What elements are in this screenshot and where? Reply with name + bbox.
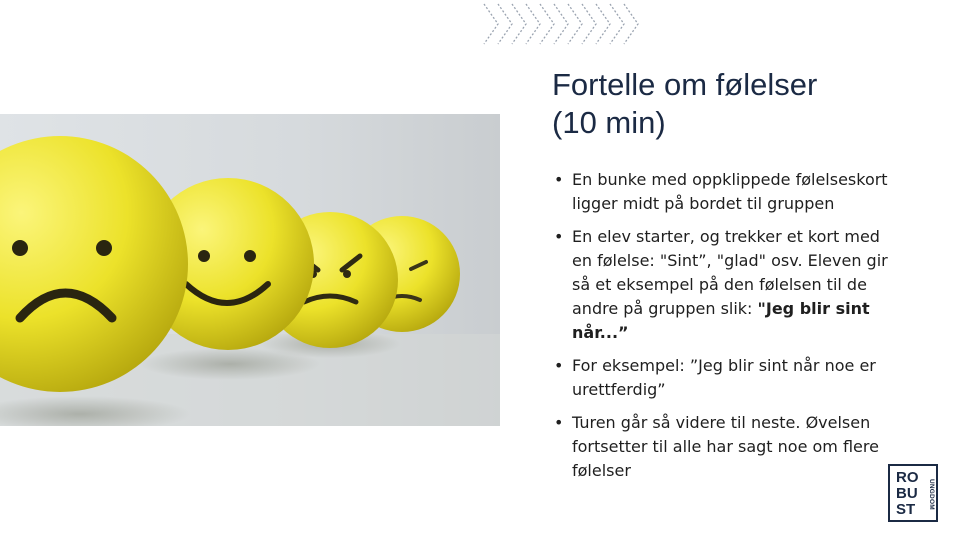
bullet-item [554,225,904,345]
emoji-balls-photo [0,114,500,426]
bullet-text: Turen går så videre til neste. Øvelsen fortsetter til alle har sagt noe om flere følelser [572,413,879,480]
bullet-item [554,168,904,216]
robust-logo [888,464,938,522]
bullet-emphasis: "Jeg blir sint når...” [572,299,870,342]
title-line-1: Fortelle om følelser [552,67,818,102]
logo-line-2: BU [896,485,918,502]
bullet-text: En elev starter, og trekker et kort med en følelse: "Sint”, "glad" osv. Eleven gir så et eksempel på den følelsen til de andre på gruppen slik: [572,227,888,318]
bullet-dot: • [554,170,564,189]
logo-line-1: RO [896,469,919,486]
bullet-dot: • [554,413,564,432]
bullet-dot: • [554,227,564,246]
logo-side-text: UNGDOM [928,478,935,510]
slide-title [552,66,932,142]
logo-line-3: ST [896,501,916,518]
bullet-list [554,168,904,492]
bullet-item [554,354,904,402]
bullet-text: For eksempel: ”Jeg blir sint når noe er urettferdig” [572,356,876,399]
decorative-chevron-pattern [478,0,658,48]
bullet-dot: • [554,356,564,375]
title-line-2: (10 min) [552,105,666,140]
bullet-text: En bunke med oppklippede følelseskort ligger midt på bordet til gruppen [572,170,888,213]
bullet-item [554,411,904,483]
